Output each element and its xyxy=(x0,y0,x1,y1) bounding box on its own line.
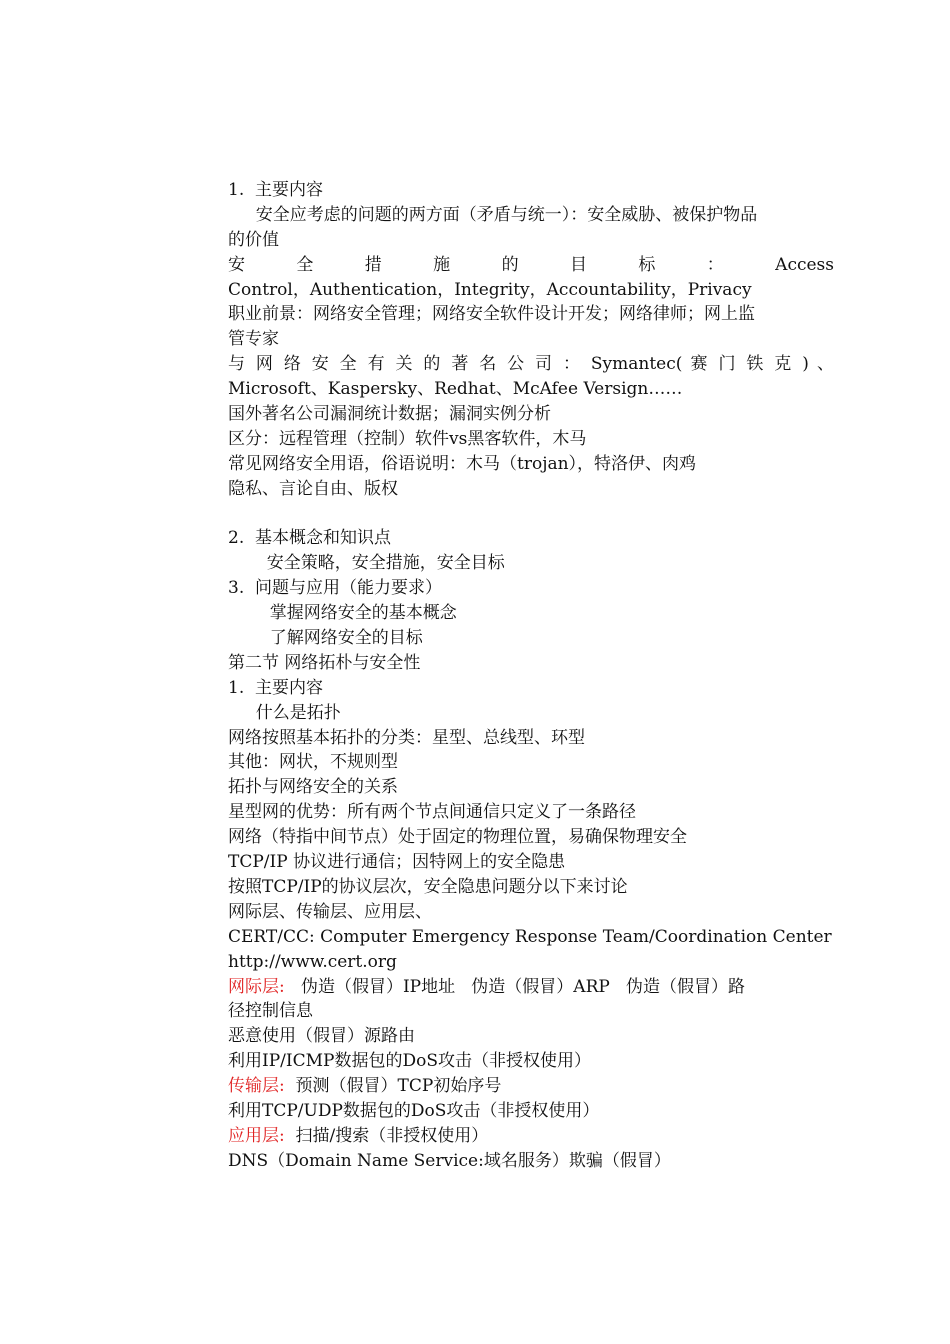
layer-label: 应用层: xyxy=(228,1125,285,1146)
text-line: 与 网 络 安 全 有 关 的 著 名 公 司 ： Symantec( 赛 门 铁 克 ) 、 xyxy=(228,354,834,375)
text-line: 按照TCP/IP的协议层次，安全隐患问题分以下来讨论 xyxy=(228,876,628,897)
layer-label: 网际层: xyxy=(228,976,285,997)
text-line: 什么是拓扑 xyxy=(245,702,341,723)
blank-line xyxy=(228,502,834,527)
text-line: TCP/IP 协议进行通信；因特网上的安全隐患 xyxy=(228,852,566,873)
text-line: Control，Authentication，Integrity，Accountability，Privacy xyxy=(228,279,752,300)
text-line: 隐私、言论自由、版权 xyxy=(228,478,398,499)
text-line: 利用IP/ICMP数据包的DoS攻击（非授权使用） xyxy=(228,1051,591,1072)
layer-text: 扫描/搜索（非授权使用） xyxy=(284,1125,489,1146)
section-heading: 1. 主要内容 xyxy=(228,180,324,200)
text-line: 职业前景：网络安全管理；网络安全软件设计开发；网络律师；网上监 xyxy=(228,304,755,325)
layer-line xyxy=(228,1074,834,1099)
text-line: 网际层、传输层、应用层、 xyxy=(228,901,432,922)
layer-text: 预测（假冒）TCP初始序号 xyxy=(284,1076,502,1097)
text-line: CERT/CC: Computer Emergency Response Team/Coordination Center xyxy=(228,926,832,947)
url-text: http://www.cert.org xyxy=(228,951,397,972)
text-line: 安全应考虑的问题的两方面（矛盾与统一）：安全威胁、被保护物品 xyxy=(245,204,758,225)
text-line: 星型网的优势：所有两个节点间通信只定义了一条路径 xyxy=(228,802,636,823)
text-line: 区分：远程管理（控制）软件vs黑客软件，木马 xyxy=(228,428,587,449)
text-line: DNS（Domain Name Service:域名服务）欺骗（假冒） xyxy=(228,1150,671,1171)
text-line: 常见网络安全用语，俗语说明：木马（trojan），特洛伊、肉鸡 xyxy=(228,453,697,474)
layer-line xyxy=(228,1124,834,1149)
text-line: 拓扑与网络安全的关系 xyxy=(228,777,398,798)
text-line: Microsoft、Kaspersky、Redhat、McAfee Versign…… xyxy=(228,379,683,400)
layer-line xyxy=(228,975,834,1000)
section-heading: 1. 主要内容 xyxy=(228,677,324,698)
layer-text: 伪造（假冒）IP地址 伪造（假冒）ARP 伪造（假冒）路 xyxy=(284,976,746,997)
text-line: 国外著名公司漏洞统计数据；漏洞实例分析 xyxy=(228,404,551,425)
text-line: 网络按照基本拓扑的分类：星型、总线型、环型 xyxy=(228,727,585,748)
text-line: 恶意使用（假冒）源路由 xyxy=(228,1026,415,1047)
chapter-heading: 第二节 网络拓朴与安全性 xyxy=(228,652,421,673)
text-line: 安 全 措 施 的 目 标 ： Access xyxy=(228,254,834,275)
text-line: 径控制信息 xyxy=(228,1001,313,1022)
document-page xyxy=(228,178,834,1174)
text-line: 管专家 xyxy=(228,329,279,350)
text-line: 掌握网络安全的基本概念 xyxy=(259,603,457,624)
text-line: 其他：网状，不规则型 xyxy=(228,752,398,773)
text-line: 了解网络安全的目标 xyxy=(259,628,423,649)
text-line: 网络（特指中间节点）处于固定的物理位置，易确保物理安全 xyxy=(228,827,687,848)
text-line: 利用TCP/UDP数据包的DoS攻击（非授权使用） xyxy=(228,1100,600,1121)
layer-label: 传输层: xyxy=(228,1076,285,1097)
text-line: 安全策略，安全措施，安全目标 xyxy=(256,553,505,574)
text-line: 的价值 xyxy=(228,229,279,250)
section-heading: 2. 基本概念和知识点 xyxy=(228,528,392,549)
section-heading: 3. 问题与应用（能力要求） xyxy=(228,578,443,599)
